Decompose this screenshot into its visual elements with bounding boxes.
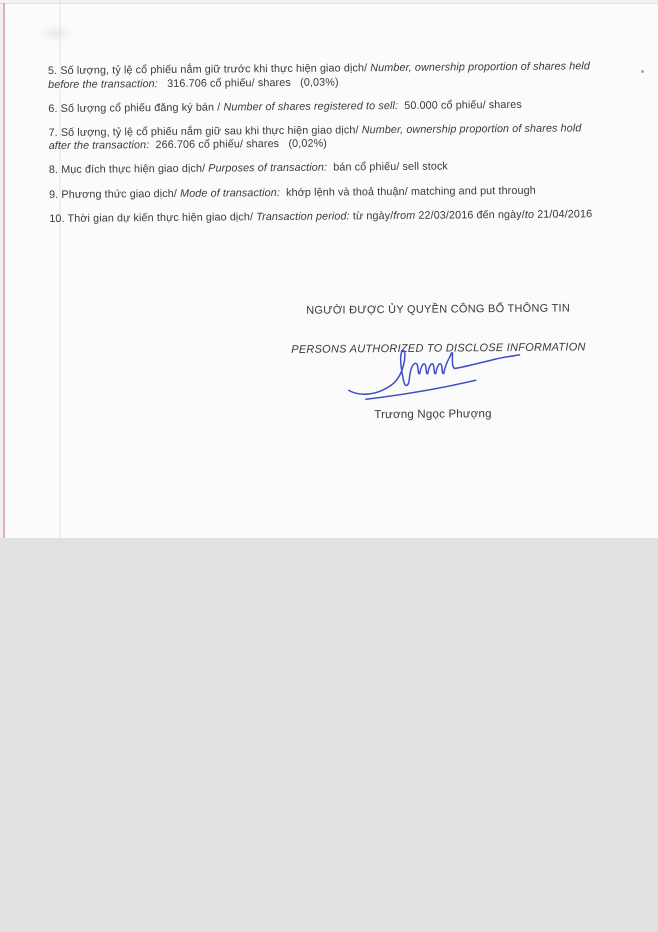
item-8-en: Purposes of transaction: bbox=[208, 162, 328, 176]
item-10-vi: 10. Thời gian dự kiến thực hiện giao dịch/ bbox=[49, 210, 257, 225]
item-6-vi: 6. Số lượng cổ phiếu đăng ký bán / bbox=[48, 101, 224, 115]
transaction-item-7 bbox=[48, 121, 658, 154]
transaction-item-6 bbox=[48, 97, 658, 116]
item-10-date-vi-1: từ ngày/ bbox=[349, 209, 394, 223]
transaction-item-5 bbox=[48, 60, 658, 93]
item-10-to-label: to bbox=[524, 208, 535, 221]
signature-main-stroke bbox=[348, 349, 519, 394]
transaction-detail-list bbox=[48, 60, 658, 237]
item-7-en: Number, ownership proportion of shares hold after the transaction: bbox=[48, 122, 582, 153]
item-6-en: Number of shares registered to sell: bbox=[223, 99, 399, 114]
item-6-value: 50.000 cổ phiếu/ shares bbox=[397, 98, 522, 112]
item-10-date-vi-2: 22/03/2016 đến ngày/ bbox=[415, 208, 525, 222]
transaction-item-8 bbox=[49, 159, 658, 178]
item-5-en: Number, ownership proportion of shares held before the transaction: bbox=[48, 60, 591, 91]
item-7-vi: 7. Số lượng, tỷ lệ cổ phiếu nắm giữ sau khi thực hiện giao dịch/ bbox=[48, 124, 362, 139]
item-5-value: 316.706 cổ phiếu/ shares (0,03%) bbox=[157, 76, 339, 90]
authorization-title-vietnamese: NGƯỜI ĐƯỢC ỦY QUYỀN CÔNG BỐ THÔNG TIN bbox=[306, 302, 571, 317]
item-8-value: bán cổ phiếu/ sell stock bbox=[327, 160, 448, 175]
item-7-value: 266.706 cổ phiếu/ shares (0,02%) bbox=[149, 137, 328, 152]
item-5-vi: 5. Số lượng, tỷ lệ cổ phiếu nắm giữ trước khi thực hiện giao dịch/ bbox=[47, 62, 371, 77]
transaction-item-10 bbox=[49, 207, 658, 226]
signer-name: Trương Ngọc Phượng bbox=[374, 408, 492, 422]
item-9-value: khớp lệnh và thoả thuận/ matching and put through bbox=[279, 184, 536, 199]
transaction-item-9 bbox=[49, 183, 658, 202]
item-10-end-date: 21/04/2016 bbox=[534, 207, 593, 221]
item-10-en: Transaction period: bbox=[256, 210, 350, 223]
item-8-vi: 8. Mục đích thực hiện giao dịch/ bbox=[48, 163, 209, 177]
signature-svg bbox=[332, 335, 533, 405]
item-9-vi: 9. Phương thức giao dịch/ bbox=[49, 187, 181, 201]
handwritten-signature-icon bbox=[332, 335, 533, 405]
authorization-title-english: PERSONS AUTHORIZED TO DISCLOSE INFORMATION bbox=[291, 341, 586, 356]
item-9-en: Mode of transaction: bbox=[180, 186, 280, 200]
item-10-from-label: from bbox=[393, 209, 416, 222]
